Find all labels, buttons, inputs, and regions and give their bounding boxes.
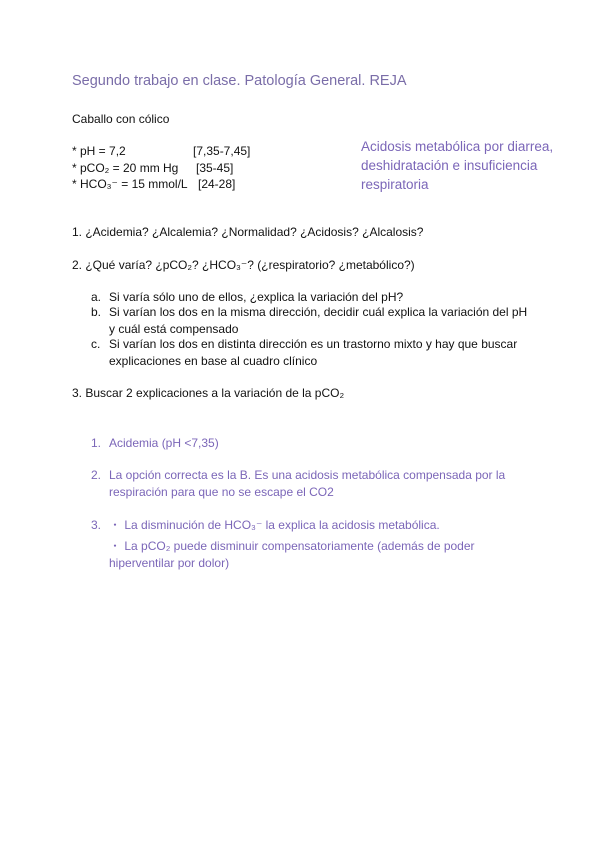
answer-label: 2.	[91, 468, 102, 482]
answer-text: ・ La pCO₂ puede disminuir compensatoriamente (además de poder hiperventilar por dolor)	[109, 539, 475, 570]
lab-hco3-range: [24-28]	[198, 177, 236, 191]
item-label: c.	[91, 337, 101, 351]
answer-label: 1.	[91, 436, 102, 450]
lab-pco2-range: [35-45]	[196, 161, 234, 175]
diagnosis-note: Acidosis metabólica por diarrea, deshidratación e insuficiencia respiratoria	[361, 139, 554, 192]
lab-pco2-label: * pCO₂ = 20 mm Hg	[72, 161, 179, 175]
question-2: 2. ¿Qué varía? ¿pCO₂? ¿HCO₃⁻? (¿respiratorio? ¿metabólico?)	[72, 258, 415, 272]
lab-ph-label: * pH = 7,2	[72, 144, 126, 158]
answer-text: La opción correcta es la B. Es una acidosis metabólica compensada por la respiración para que no se escape el CO2	[109, 468, 506, 499]
lab-hco3-label: * HCO₃⁻ = 15 mmol/L	[72, 177, 188, 191]
answer-label: 3.	[91, 518, 102, 532]
answer-text: Acidemia (pH <7,35)	[109, 436, 219, 450]
item-label: b.	[91, 305, 102, 319]
page-title: Segundo trabajo en clase. Patología General. REJA	[72, 73, 407, 89]
question-3: 3. Buscar 2 explicaciones a la variación de la pCO₂	[72, 386, 345, 400]
lab-ph-range: [7,35-7,45]	[193, 144, 251, 158]
item-text: Si varía sólo uno de ellos, ¿explica la variación del pH?	[109, 290, 404, 304]
item-label: a.	[91, 290, 102, 304]
answer-text: ・ La disminución de HCO₃⁻ la explica la acidosis metabólica.	[109, 518, 440, 532]
item-text: Si varían los dos en la misma dirección, decidir cuál explica la variación del pH y cuál está compensado	[109, 305, 528, 336]
question-1: 1. ¿Acidemia? ¿Alcalemia? ¿Normalidad? ¿Acidosis? ¿Alcalosis?	[72, 225, 424, 239]
item-text: Si varían los dos en distinta dirección es un trastorno mixto y hay que buscar explicaciones en base al cuadro clínico	[109, 337, 518, 368]
case-title: Caballo con cólico	[72, 112, 170, 126]
